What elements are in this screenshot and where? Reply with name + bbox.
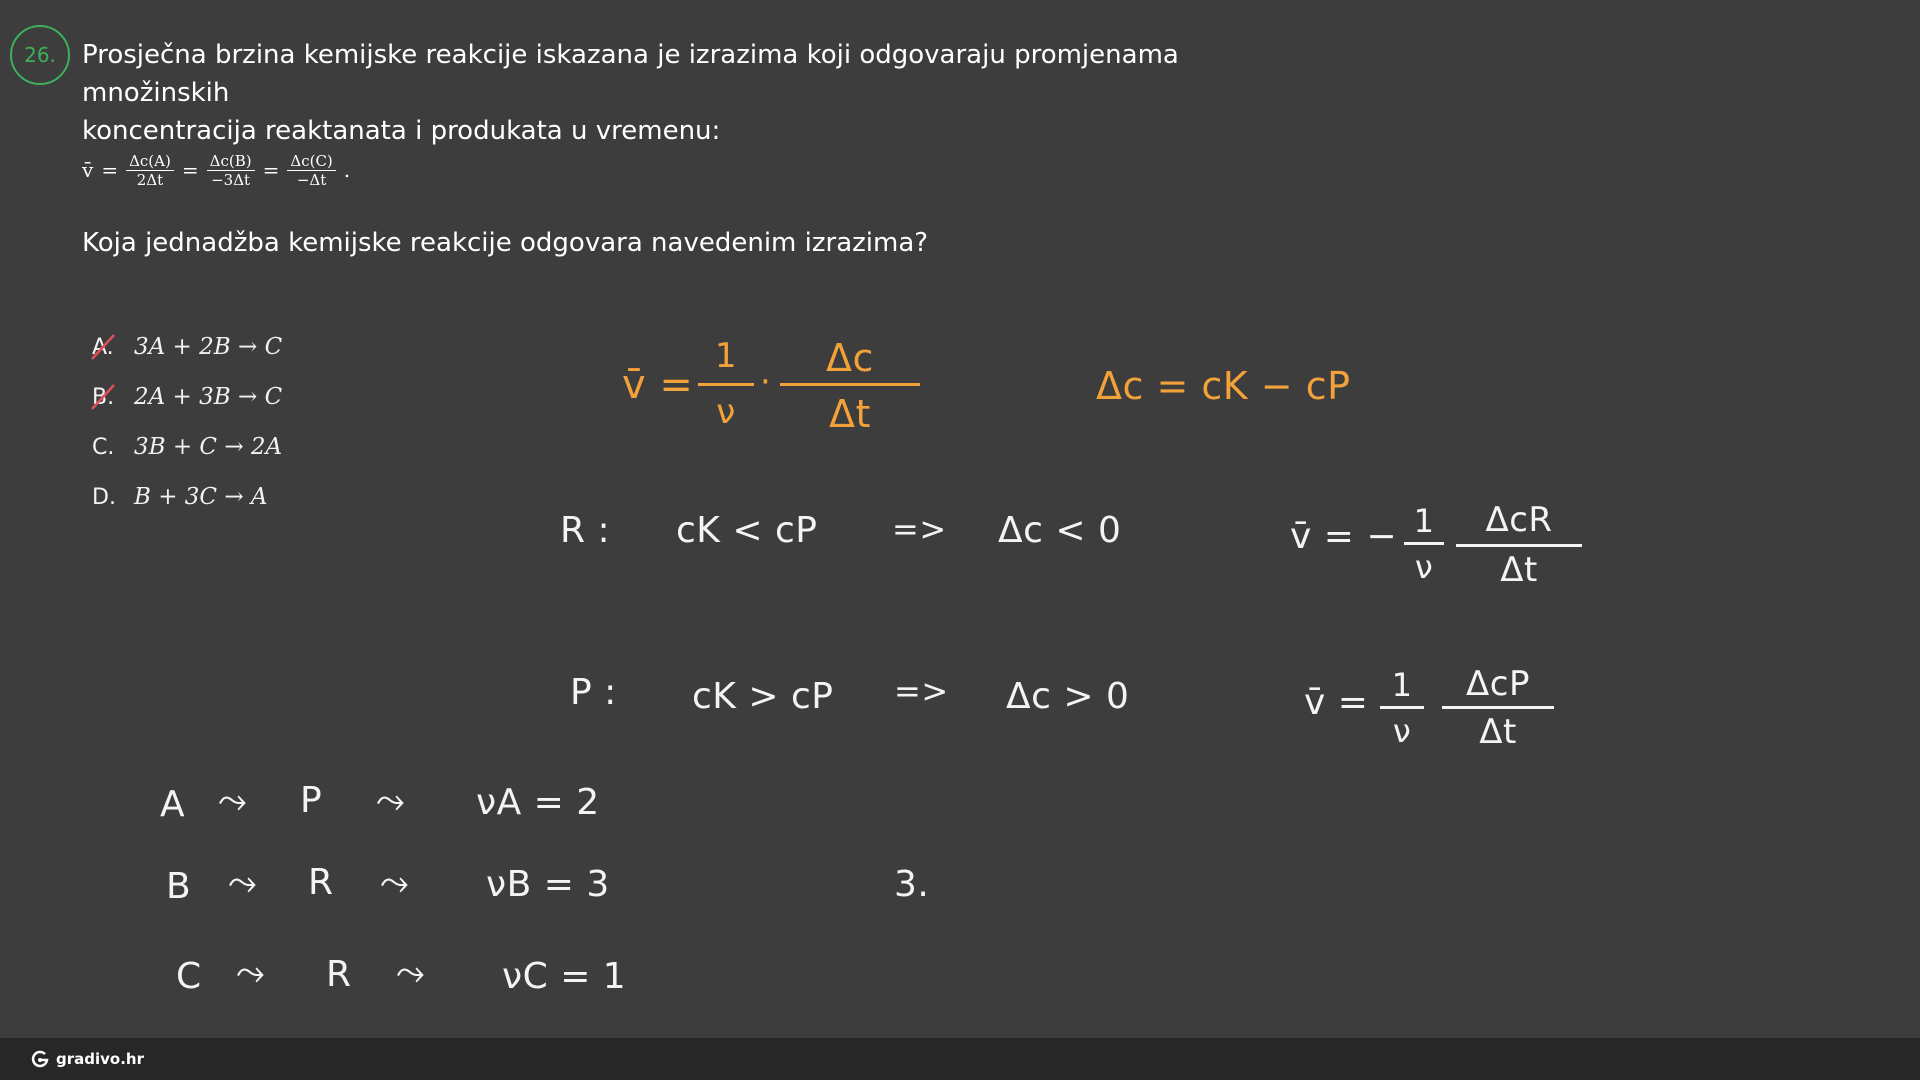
map-row-b-arrow2: ⤳ bbox=[380, 862, 410, 903]
brand-name: gradivo.hr bbox=[56, 1050, 144, 1068]
option-d-equation: B + 3C → A bbox=[134, 484, 268, 510]
note-row-r-v-den: Δt bbox=[1500, 550, 1538, 590]
map-row-a-arrow2: ⤳ bbox=[376, 780, 406, 821]
rate-formula bbox=[82, 148, 350, 192]
formula-end: . bbox=[343, 158, 351, 182]
note-row-r-v-lhs: v̄ = − bbox=[1290, 516, 1398, 557]
fraction-a bbox=[126, 152, 174, 189]
fraction-c-den: −Δt bbox=[296, 170, 327, 189]
note-row-p-compare: cK > cP bbox=[692, 676, 834, 717]
fraction-a-den: 2Δt bbox=[136, 170, 164, 189]
option-d[interactable] bbox=[92, 484, 268, 510]
note-row-r-v-num: ΔcR bbox=[1485, 500, 1553, 540]
note-rate-lhs: v̄ = bbox=[622, 362, 694, 408]
option-a-equation: 3A + 2B → C bbox=[134, 334, 283, 360]
note-row-p-v-num: ΔcP bbox=[1466, 664, 1530, 704]
option-d-letter: D. bbox=[92, 484, 116, 510]
map-row-a-arrow1: ⤳ bbox=[218, 780, 248, 821]
question-text-line-2: koncentracija reaktanata i produkata u vremenu: bbox=[82, 116, 721, 146]
map-row-a-role: P bbox=[300, 780, 323, 821]
map-row-c-arrow1: ⤳ bbox=[236, 952, 266, 993]
fraction-b bbox=[207, 152, 255, 189]
option-a-letter-wrap bbox=[92, 335, 116, 360]
note-row-r-v-nu: ν bbox=[1414, 548, 1434, 586]
note-row-p-result: Δc > 0 bbox=[1006, 676, 1130, 717]
map-row-c-species: C bbox=[176, 956, 202, 997]
sub-question: Koja jednadžba kemijske reakcije odgovara navedenim izrazima? bbox=[82, 228, 929, 258]
note-rate-frac-bar-1 bbox=[698, 383, 754, 386]
map-row-c-coef: νC = 1 bbox=[502, 956, 627, 997]
note-row-p-frac-bar-2 bbox=[1442, 706, 1554, 709]
note-rate-frac-bar-2 bbox=[780, 383, 920, 386]
question-number-badge bbox=[10, 25, 70, 85]
note-row-r-frac-bar-2 bbox=[1456, 544, 1582, 547]
note-delta-c-def: Δc = cK − cP bbox=[1096, 364, 1351, 408]
stray-note: 3. bbox=[894, 864, 930, 905]
option-c[interactable] bbox=[92, 434, 282, 460]
fraction-a-num: Δc(A) bbox=[126, 152, 174, 171]
fraction-b-num: Δc(B) bbox=[207, 152, 255, 171]
option-a[interactable] bbox=[92, 334, 282, 360]
map-row-c-role: R bbox=[326, 954, 352, 995]
note-row-p-v-den: Δt bbox=[1479, 712, 1517, 752]
map-row-b-role: R bbox=[308, 862, 334, 903]
note-rate-dot: · bbox=[760, 362, 772, 402]
map-row-a-species: A bbox=[160, 784, 186, 825]
note-row-r-v-one: 1 bbox=[1413, 502, 1435, 540]
note-row-r-frac-bar-1 bbox=[1404, 542, 1444, 545]
note-rate-one: 1 bbox=[714, 336, 738, 376]
question-text bbox=[82, 36, 1262, 150]
brand-logo[interactable] bbox=[30, 1049, 144, 1069]
formula-eq-1: = bbox=[101, 158, 119, 182]
option-b-letter: B. bbox=[92, 384, 115, 410]
option-b[interactable] bbox=[92, 384, 282, 410]
formula-lhs: v̄ bbox=[82, 158, 94, 182]
note-row-r-result: Δc < 0 bbox=[998, 510, 1122, 551]
note-row-p-v-lhs: v̄ = bbox=[1304, 682, 1369, 723]
note-row-r-label: R : bbox=[560, 510, 611, 551]
map-row-c-arrow2: ⤳ bbox=[396, 952, 426, 993]
map-row-a-coef: νA = 2 bbox=[476, 782, 600, 823]
note-row-p-frac-bar-1 bbox=[1380, 706, 1424, 709]
note-row-p-v-nu: ν bbox=[1392, 712, 1412, 750]
note-row-r-compare: cK < cP bbox=[676, 510, 818, 551]
formula-eq-2: = bbox=[181, 158, 199, 182]
map-row-b-species: B bbox=[166, 866, 192, 907]
note-rate-dc: Δc bbox=[826, 336, 874, 380]
option-a-letter: A. bbox=[92, 334, 114, 360]
question-number: 26. bbox=[24, 43, 56, 67]
map-row-b-arrow1: ⤳ bbox=[228, 862, 258, 903]
note-row-p-label: P : bbox=[570, 672, 617, 713]
footer-bar bbox=[0, 1038, 1920, 1080]
note-row-p-v-one: 1 bbox=[1391, 666, 1413, 704]
fraction-c-num: Δc(C) bbox=[287, 152, 335, 171]
cross-out-icon bbox=[88, 381, 120, 413]
map-row-b-coef: νB = 3 bbox=[486, 864, 610, 905]
note-rate-nu: ν bbox=[716, 392, 736, 432]
formula-eq-3: = bbox=[262, 158, 280, 182]
fraction-c bbox=[287, 152, 335, 189]
fraction-b-den: −3Δt bbox=[211, 170, 251, 189]
cross-out-icon bbox=[88, 331, 120, 363]
option-b-equation: 2A + 3B → C bbox=[134, 384, 283, 410]
note-row-p-arrow: => bbox=[894, 672, 949, 710]
question-text-line-1: Prosječna brzina kemijske reakcije iskazana je izrazima koji odgovaraju promjenama množinskih bbox=[82, 40, 1179, 108]
option-c-equation: 3B + C → 2A bbox=[134, 434, 283, 460]
option-b-letter-wrap bbox=[92, 385, 116, 410]
note-rate-dt: Δt bbox=[829, 392, 871, 436]
note-row-r-arrow: => bbox=[892, 510, 947, 548]
option-c-letter: C. bbox=[92, 434, 115, 460]
brand-mark-icon bbox=[30, 1049, 50, 1069]
